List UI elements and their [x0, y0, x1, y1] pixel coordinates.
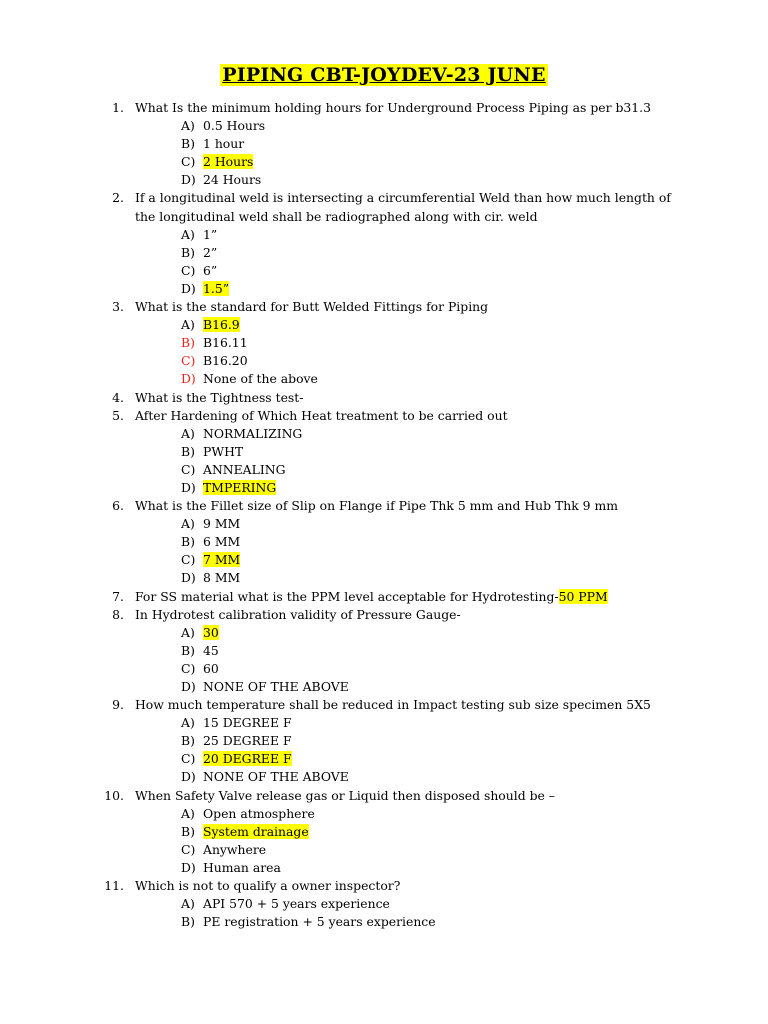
option-letter: D)	[181, 479, 196, 495]
option-text: NONE OF THE ABOVE	[203, 769, 349, 785]
question-line	[0, 389, 675, 407]
option-text: 8 MM	[203, 570, 241, 586]
answer-option	[0, 171, 768, 189]
option-letter: A)	[181, 118, 195, 134]
question-line	[0, 877, 675, 895]
answer-option	[0, 461, 768, 479]
option-letter: C)	[181, 154, 196, 170]
option-letter: B)	[181, 733, 195, 749]
answer-option	[0, 153, 768, 171]
question-item	[0, 389, 768, 407]
option-text: 6 MM	[203, 534, 241, 550]
question-line	[0, 588, 675, 606]
answer-option	[0, 334, 768, 352]
answer-option	[0, 823, 768, 841]
question-line	[0, 497, 675, 515]
answer-option	[0, 280, 768, 298]
question-item	[0, 99, 768, 189]
option-text: Open atmosphere	[203, 805, 315, 821]
option-text-highlighted: 30	[203, 624, 219, 640]
question-number: 9.	[112, 697, 124, 713]
option-text-highlighted: System drainage	[203, 823, 309, 839]
option-letter: D)	[181, 371, 196, 387]
option-letter: D)	[181, 570, 196, 586]
option-text: 24 Hours	[203, 172, 262, 188]
option-letter: A)	[181, 516, 195, 532]
title-block	[0, 64, 768, 86]
question-item	[0, 588, 768, 606]
answer-option	[0, 479, 768, 497]
answer-option	[0, 370, 768, 388]
question-number: 1.	[112, 100, 124, 115]
option-letter: C)	[181, 552, 196, 568]
question-text: How much temperature shall be reduced in Impact testing sub size specimen 5X5	[135, 697, 651, 713]
option-text: B16.11	[203, 335, 248, 351]
option-letter: D)	[181, 280, 196, 296]
question-text: What is the Tightness test-	[135, 389, 304, 405]
option-letter: B)	[181, 136, 195, 152]
option-letter: C)	[181, 461, 196, 477]
option-letter: C)	[181, 353, 196, 369]
option-letter: A)	[181, 226, 195, 242]
question-line	[0, 407, 675, 425]
option-letter: B)	[181, 642, 195, 658]
option-letter: D)	[181, 172, 196, 188]
option-text: ANNEALING	[203, 461, 286, 477]
option-text-highlighted: 2 Hours	[203, 154, 254, 170]
question-text: In Hydrotest calibration validity of Pressure Gauge-	[135, 606, 461, 622]
question-line	[0, 787, 675, 805]
answer-option	[0, 262, 768, 280]
question-text: What is the Fillet size of Slip on Flange if Pipe Thk 5 mm and Hub Thk 9 mm	[135, 498, 618, 514]
question-text: If a longitudinal weld is intersecting a circumferential Weld than how much length of the longitudinal weld shall be radiographed along with cir. weld	[135, 190, 671, 224]
option-text: PE registration + 5 years experience	[203, 914, 436, 930]
answer-option	[0, 244, 768, 262]
answer-option	[0, 569, 768, 587]
question-text: For SS material what is the PPM level acceptable for Hydrotesting-	[135, 588, 559, 604]
question-text: What Is the minimum holding hours for Underground Process Piping as per b31.3	[135, 100, 651, 115]
option-letter: A)	[181, 624, 195, 640]
question-number: 4.	[112, 389, 124, 405]
option-letter: D)	[181, 859, 196, 875]
question-item	[0, 696, 768, 786]
answer-option	[0, 805, 768, 823]
option-text-highlighted: B16.9	[203, 317, 240, 333]
question-item	[0, 606, 768, 696]
question-text: What is the standard for Butt Welded Fittings for Piping	[135, 299, 489, 315]
question-line	[0, 606, 675, 624]
question-item	[0, 877, 768, 931]
option-letter: A)	[181, 715, 195, 731]
question-line	[0, 696, 675, 714]
option-text: NORMALIZING	[203, 425, 303, 441]
question-number: 7.	[112, 588, 124, 604]
option-text: API 570 + 5 years experience	[203, 896, 390, 912]
option-letter: B)	[181, 335, 195, 351]
option-letter: B)	[181, 823, 195, 839]
option-text: 1”	[203, 226, 218, 242]
answer-option	[0, 624, 768, 642]
question-item	[0, 787, 768, 877]
answer-option	[0, 678, 768, 696]
page-title: PIPING CBT-JOYDEV-23 JUNE	[222, 64, 546, 86]
option-letter: A)	[181, 425, 195, 441]
option-text: None of the above	[203, 371, 318, 387]
option-text-highlighted: 1.5”	[203, 280, 230, 296]
option-letter: B)	[181, 534, 195, 550]
answer-option	[0, 533, 768, 551]
answer-option	[0, 732, 768, 750]
option-letter: C)	[181, 660, 196, 676]
question-item	[0, 298, 768, 388]
answer-option	[0, 714, 768, 732]
option-text: B16.20	[203, 353, 248, 369]
question-line	[0, 99, 675, 117]
option-letter: D)	[181, 679, 196, 694]
option-text: 45	[203, 642, 219, 658]
answer-option	[0, 642, 768, 660]
answer-option	[0, 859, 768, 877]
answer-option	[0, 913, 768, 931]
question-item	[0, 407, 768, 497]
option-text: NONE OF THE ABOVE	[203, 679, 349, 694]
option-text: 9 MM	[203, 516, 241, 532]
question-number: 11.	[104, 878, 124, 894]
option-text-highlighted: TMPERING	[203, 479, 277, 495]
option-text-highlighted: 20 DEGREE F	[203, 751, 292, 767]
question-text: When Safety Valve release gas or Liquid then disposed should be –	[135, 787, 555, 803]
option-text: 2”	[203, 244, 218, 260]
answer-option	[0, 352, 768, 370]
option-text: 60	[203, 660, 219, 676]
answer-option	[0, 895, 768, 913]
option-text: 25 DEGREE F	[203, 733, 292, 749]
answer-option	[0, 768, 768, 786]
option-letter: A)	[181, 896, 195, 912]
question-line	[0, 189, 675, 225]
answer-option	[0, 135, 768, 153]
option-text: Human area	[203, 859, 281, 875]
option-text: 15 DEGREE F	[203, 715, 292, 731]
question-number: 8.	[112, 606, 124, 622]
question-line	[0, 298, 675, 316]
answer-option	[0, 515, 768, 533]
answer-option	[0, 841, 768, 859]
question-list	[0, 99, 768, 931]
question-number: 6.	[112, 498, 124, 514]
answer-option	[0, 117, 768, 135]
question-item	[0, 189, 768, 298]
question-number: 2.	[112, 190, 124, 206]
option-text: PWHT	[203, 443, 244, 459]
answer-option	[0, 660, 768, 678]
option-letter: B)	[181, 443, 195, 459]
option-text: 1 hour	[203, 136, 245, 152]
answer-option	[0, 750, 768, 768]
question-text: Which is not to qualify a owner inspector?	[135, 878, 401, 894]
answer-option	[0, 425, 768, 443]
question-text: After Hardening of Which Heat treatment to be carried out	[135, 407, 508, 423]
option-letter: A)	[181, 317, 195, 333]
answer-option	[0, 443, 768, 461]
option-text: 0.5 Hours	[203, 118, 266, 134]
question-answer: 50 PPM	[558, 588, 608, 604]
answer-option	[0, 226, 768, 244]
option-text-highlighted: 7 MM	[203, 552, 241, 568]
option-letter: A)	[181, 805, 195, 821]
option-letter: C)	[181, 751, 196, 767]
option-letter: B)	[181, 244, 195, 260]
option-letter: D)	[181, 769, 196, 785]
option-letter: C)	[181, 841, 196, 857]
option-letter: B)	[181, 914, 195, 930]
question-number: 3.	[112, 299, 124, 315]
question-number: 5.	[112, 407, 124, 423]
option-letter: C)	[181, 262, 196, 278]
option-text: Anywhere	[203, 841, 267, 857]
answer-option	[0, 316, 768, 334]
option-text: 6”	[203, 262, 218, 278]
answer-option	[0, 551, 768, 569]
question-item	[0, 497, 768, 587]
question-number: 10.	[104, 787, 124, 803]
